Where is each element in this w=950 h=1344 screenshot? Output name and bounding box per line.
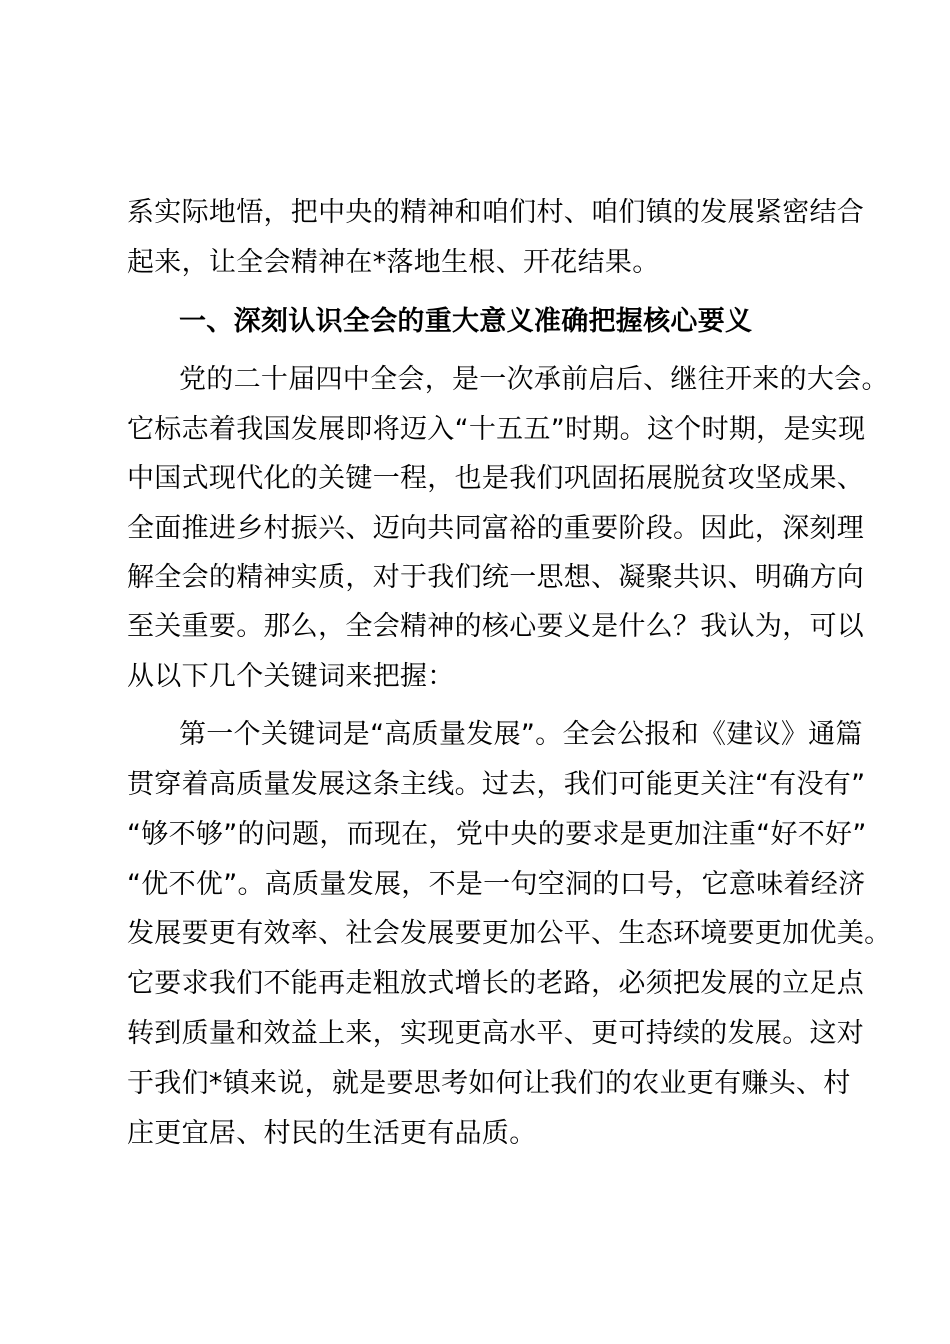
text-line: 第一个关键词是“高质量发展”。全会公报和《建议》通篇 (179, 719, 863, 750)
text-line: 中国式现代化的关键一程，也是我们巩固拓展脱贫攻坚成果、 (127, 463, 865, 494)
text-line: 党的二十届四中全会，是一次承前启后、继往开来的大会。 (179, 364, 889, 395)
text-line: 于我们*镇来说，就是要思考如何让我们的农业更有赚头、村 (127, 1068, 851, 1099)
text-line: 贯穿着高质量发展这条主线。过去，我们可能更关注“有没有” (127, 769, 866, 800)
section-heading: 一、深刻认识全会的重大意义准确把握核心要义 (179, 306, 753, 337)
text-line: 它要求我们不能再走粗放式增长的老路，必须把发展的立足点 (127, 968, 865, 999)
text-line: 转到质量和效益上来，实现更高水平、更可持续的发展。这对 (127, 1018, 865, 1049)
text-line: 庄更宜居、村民的生活更有品质。 (127, 1118, 537, 1149)
text-line: “够不够”的问题，而现在，党中央的要求是更加注重“好不好” (127, 819, 867, 850)
text-line: 它标志着我国发展即将迈入“十五五”时期。这个时期，是实现 (127, 414, 866, 445)
text-line: 从以下几个关键词来把握： (127, 661, 455, 692)
text-line: 系实际地悟，把中央的精神和咱们村、咱们镇的发展紧密结合 (127, 197, 865, 228)
text-line: 解全会的精神实质，对于我们统一思想、凝聚共识、明确方向 (127, 562, 865, 593)
text-line: 至关重要。那么，全会精神的核心要义是什么？我认为，可以 (127, 611, 865, 642)
text-line: 发展要更有效率、社会发展要更加公平、生态环境要更加优美。 (127, 918, 892, 949)
text-line: “优不优”。高质量发展，不是一句空洞的口号，它意味着经济 (127, 869, 866, 900)
text-line: 全面推进乡村振兴、迈向共同富裕的重要阶段。因此，深刻理 (127, 513, 865, 544)
text-line: 起来，让全会精神在*落地生根、开花结果。 (127, 247, 660, 278)
